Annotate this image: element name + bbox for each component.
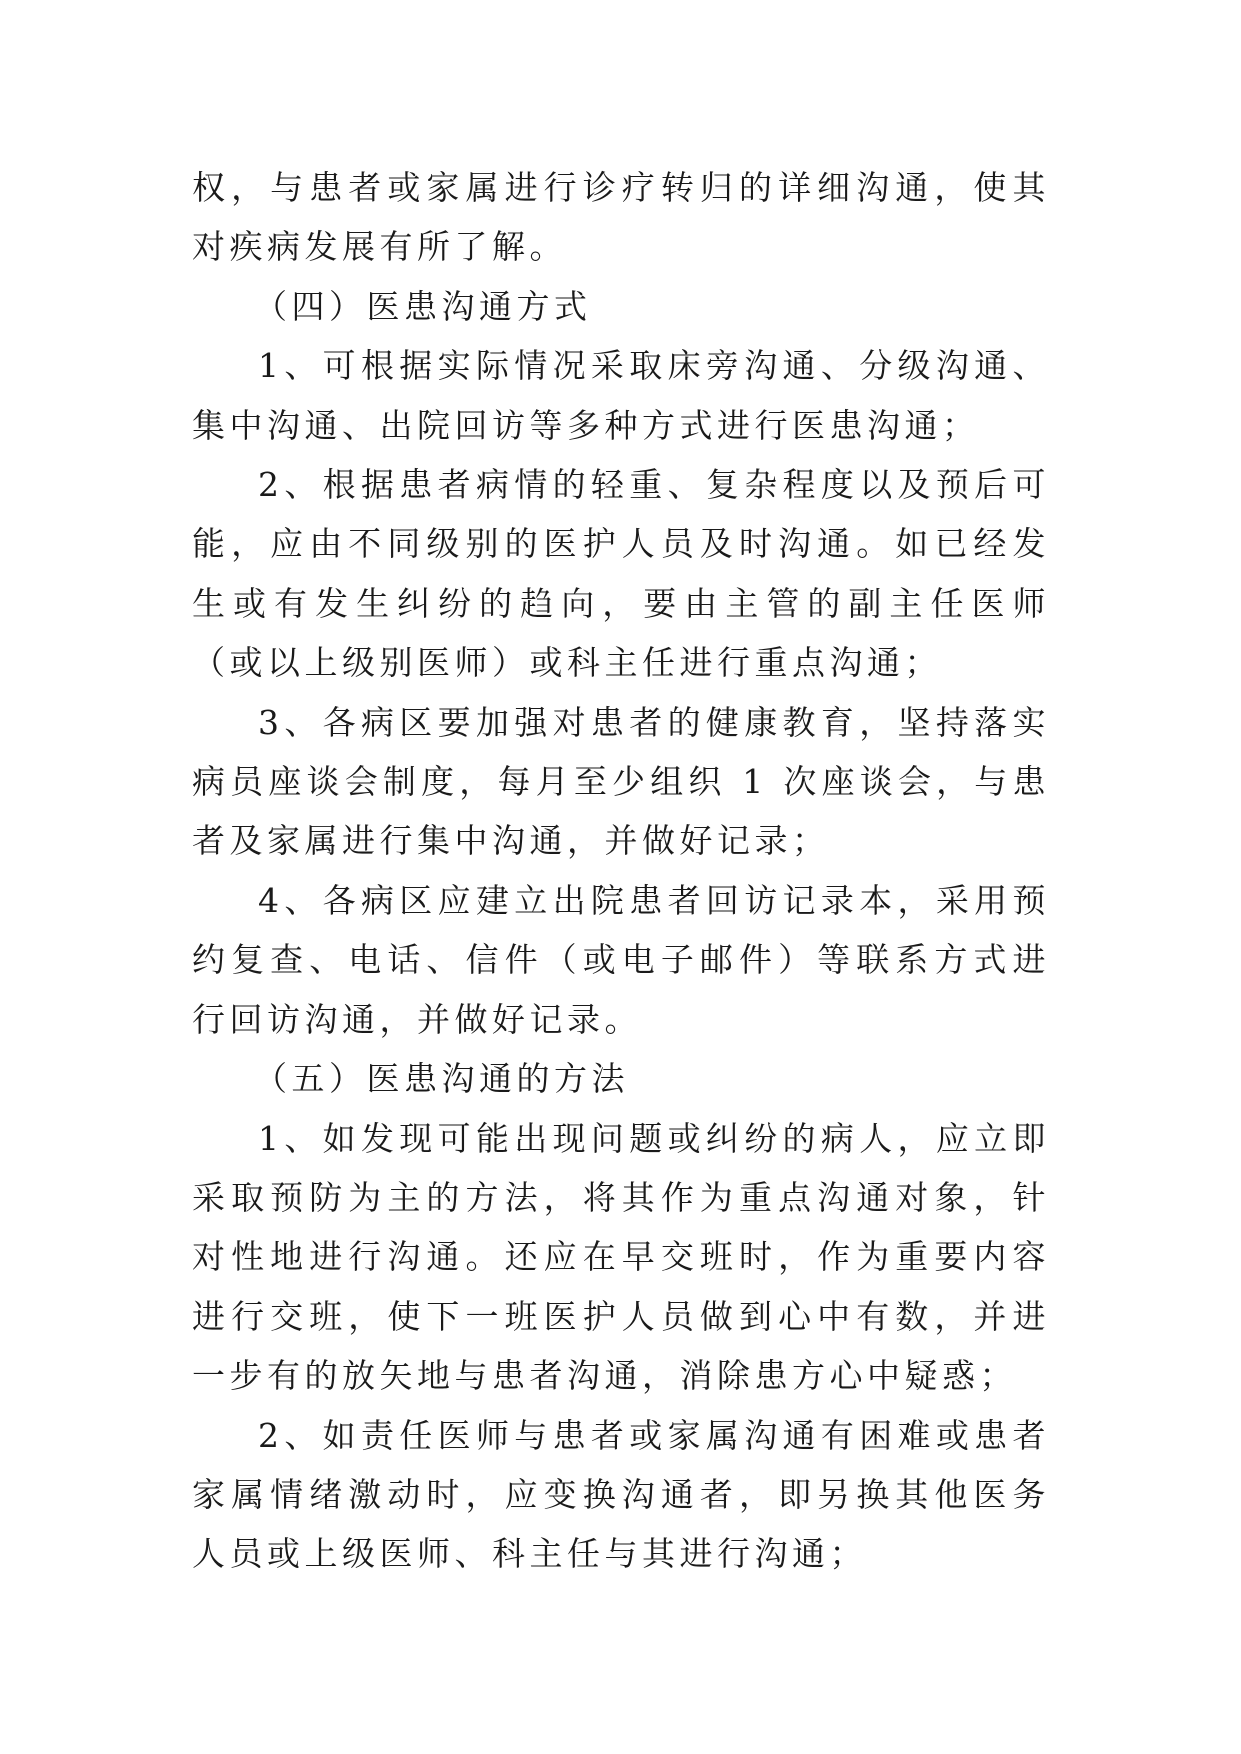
document-body — [192, 158, 1050, 1584]
paragraph-method-2: 2、如责任医师与患者或家属沟通有困难或患者家属情绪激动时，应变换沟通者，即另换其他医务人员或上级医师、科主任与其进行沟通； — [192, 1415, 1050, 1574]
paragraph-item-2: 2、根据患者病情的轻重、复杂程度以及预后可能，应由不同级别的医护人员及时沟通。如已经发生或有发生纠纷的趋向，要由主管的副主任医师（或以上级别医师）或科主任进行重点沟通； — [192, 465, 1050, 683]
paragraph-item-4: 4、各病区应建立出院患者回访记录本，采用预约复查、电话、信件（或电子邮件）等联系方式进行回访沟通，并做好记录。 — [192, 880, 1050, 1039]
paragraph-item-3: 3、各病区要加强对患者的健康教育，坚持落实病员座谈会制度，每月至少组织 1 次座谈会，与患者及家属进行集中沟通，并做好记录； — [192, 702, 1050, 861]
paragraph-item-1: 1、可根据实际情况采取床旁沟通、分级沟通、集中沟通、出院回访等多种方式进行医患沟通； — [192, 346, 1050, 445]
paragraph-continuation: 权，与患者或家属进行诊疗转归的详细沟通，使其对疾病发展有所了解。 — [192, 168, 1050, 267]
section-heading-five: （五）医患沟通的方法 — [254, 1059, 629, 1099]
section-heading-four: （四）医患沟通方式 — [254, 286, 592, 326]
paragraph-method-1: 1、如发现可能出现问题或纠纷的病人，应立即采取预防为主的方法，将其作为重点沟通对象，针对性地进行沟通。还应在早交班时，作为重要内容进行交班，使下一班医护人员做到心中有数，并进一步有的放矢地与患者沟通，消除患方心中疑惑； — [192, 1118, 1050, 1396]
